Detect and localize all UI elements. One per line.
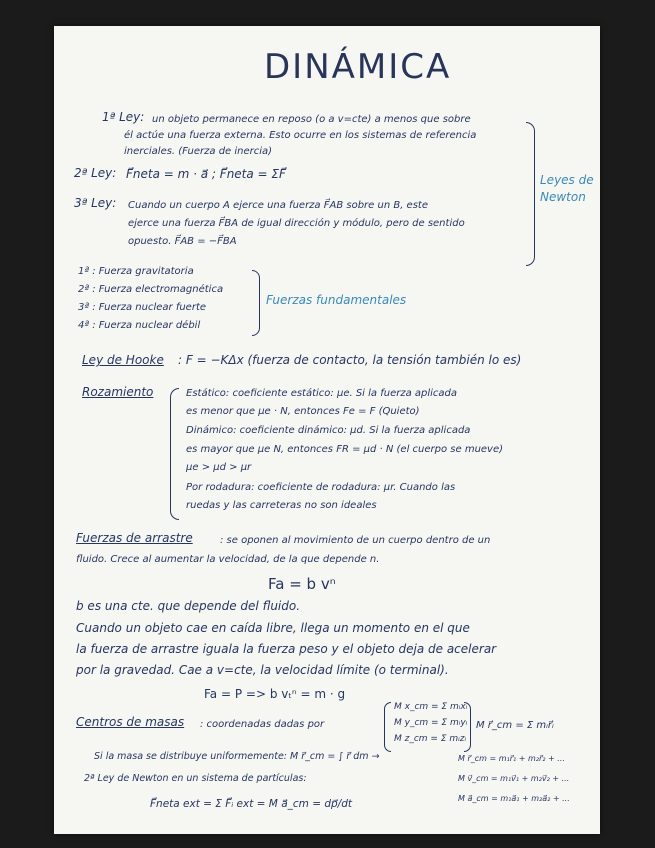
mass-system-result: M r⃗_cm = Σ mᵢr⃗ᵢ: [476, 720, 554, 731]
mass-uniform-line: Si la masa se distribuye uniformemente: M r⃗_cm = ∫ r⃗ dm →: [94, 751, 380, 762]
drag-line: : se oponen al movimiento de un cuerpo dentro de un: [220, 535, 491, 546]
newton-law3-line: opuesto. F⃗AB = −F⃗BA: [128, 236, 237, 247]
friction-line: Dinámico: coeficiente dinámico: μd. Si la fuerza aplicada: [186, 425, 471, 436]
newton-law1-line: un objeto permanece en reposo (o a v=cte) a menos que sobre: [152, 114, 471, 125]
drag-line: fluido. Crece al aumentar la velocidad, de la que depende n.: [76, 554, 380, 565]
mass-system-brace: [384, 702, 391, 752]
mass-newton-formula: F⃗neta ext = Σ F⃗ᵢ ext = M a⃗_cm = dp⃗/dt: [150, 798, 353, 810]
forces-brace: [252, 270, 260, 336]
drag-label: Fuerzas de arrastre: [76, 531, 193, 545]
forces-group-label: Fuerzas fundamentales: [266, 293, 407, 307]
hooke-text: : F = −KΔx (fuerza de contacto, la tensión también lo es): [178, 353, 522, 367]
newton-law2-formula: F⃗neta = m · a⃗ ; F⃗neta = ΣF⃗: [126, 167, 286, 181]
mass-center-text: : coordenadas dadas por: [200, 719, 325, 730]
drag-formula: Fa = b vⁿ: [268, 575, 336, 593]
mass-system-eq: M y_cm = Σ mᵢyᵢ: [394, 718, 468, 728]
force-item: 4ª : Fuerza nuclear débil: [78, 320, 201, 331]
newton-law3-label: 3ª Ley:: [74, 196, 117, 210]
newton-law1-line: inerciales. (Fuerza de inercia): [124, 146, 273, 157]
drag-after-line: Cuando un objeto cae en caída libre, llega un momento en el que: [76, 621, 470, 635]
drag-formula-terminal: Fa = P => b vₜⁿ = m · g: [204, 687, 346, 701]
mass-newton-line: 2ª Ley de Newton en un sistema de partículas:: [84, 773, 307, 784]
friction-line: es mayor que μe N, entonces FR = μd · N (el cuerpo se mueve): [186, 444, 504, 455]
friction-brace: [170, 388, 179, 520]
newton-group-label: Leyes de: [540, 173, 594, 187]
mass-system-eq: M z_cm = Σ mᵢzᵢ: [394, 734, 467, 744]
newton-law2-label: 2ª Ley:: [74, 166, 117, 180]
mass-right-eq: M a⃗_cm = m₁a⃗₁ + m₂a⃗₂ + ...: [458, 794, 570, 803]
newton-law3-line: ejerce una fuerza F⃗BA de igual dirección y módulo, pero de sentido: [128, 218, 465, 229]
force-item: 3ª : Fuerza nuclear fuerte: [78, 302, 207, 313]
page-title: DINÁMICA: [264, 47, 452, 87]
notebook-page: [54, 26, 600, 834]
mass-center-label: Centros de masas: [76, 715, 185, 729]
mass-right-eq: M r⃗_cm = m₁r⃗₁ + m₂r⃗₂ + ...: [458, 754, 565, 763]
drag-after-line: la fuerza de arrastre iguala la fuerza peso y el objeto deja de acelerar: [76, 642, 497, 656]
mass-system-eq: M x_cm = Σ mᵢxᵢ: [394, 702, 468, 712]
friction-label: Rozamiento: [82, 385, 154, 399]
drag-after-line: por la gravedad. Cae a v=cte, la velocidad límite (o terminal).: [76, 663, 449, 677]
friction-line: μe > μd > μr: [186, 462, 252, 473]
friction-line: Estático: coeficiente estático: μe. Si la fuerza aplicada: [186, 388, 458, 399]
friction-line: es menor que μe · N, entonces Fe = F (Quieto): [186, 406, 420, 417]
force-item: 2ª : Fuerza electromagnética: [78, 284, 224, 295]
newton-group-label: Newton: [540, 190, 586, 204]
friction-line: Por rodadura: coeficiente de rodadura: μr. Cuando las: [186, 482, 456, 493]
mass-result-brace: [464, 702, 471, 752]
newton-law1-line: él actúe una fuerza externa. Esto ocurre en los sistemas de referencia: [124, 130, 477, 141]
newton-law3-line: Cuando un cuerpo A ejerce una fuerza F⃗AB sobre un B, este: [128, 200, 428, 211]
newton-brace: [526, 122, 535, 266]
hooke-label: Ley de Hooke: [82, 353, 164, 367]
force-item: 1ª : Fuerza gravitatoria: [78, 266, 194, 277]
mass-right-eq: M v⃗_cm = m₁v⃗₁ + m₂v⃗₂ + ...: [458, 774, 570, 783]
drag-after-line: b es una cte. que depende del fluido.: [76, 599, 301, 613]
friction-line: ruedas y las carreteras no son ideales: [186, 500, 377, 511]
newton-law1-label: 1ª Ley:: [102, 110, 145, 124]
